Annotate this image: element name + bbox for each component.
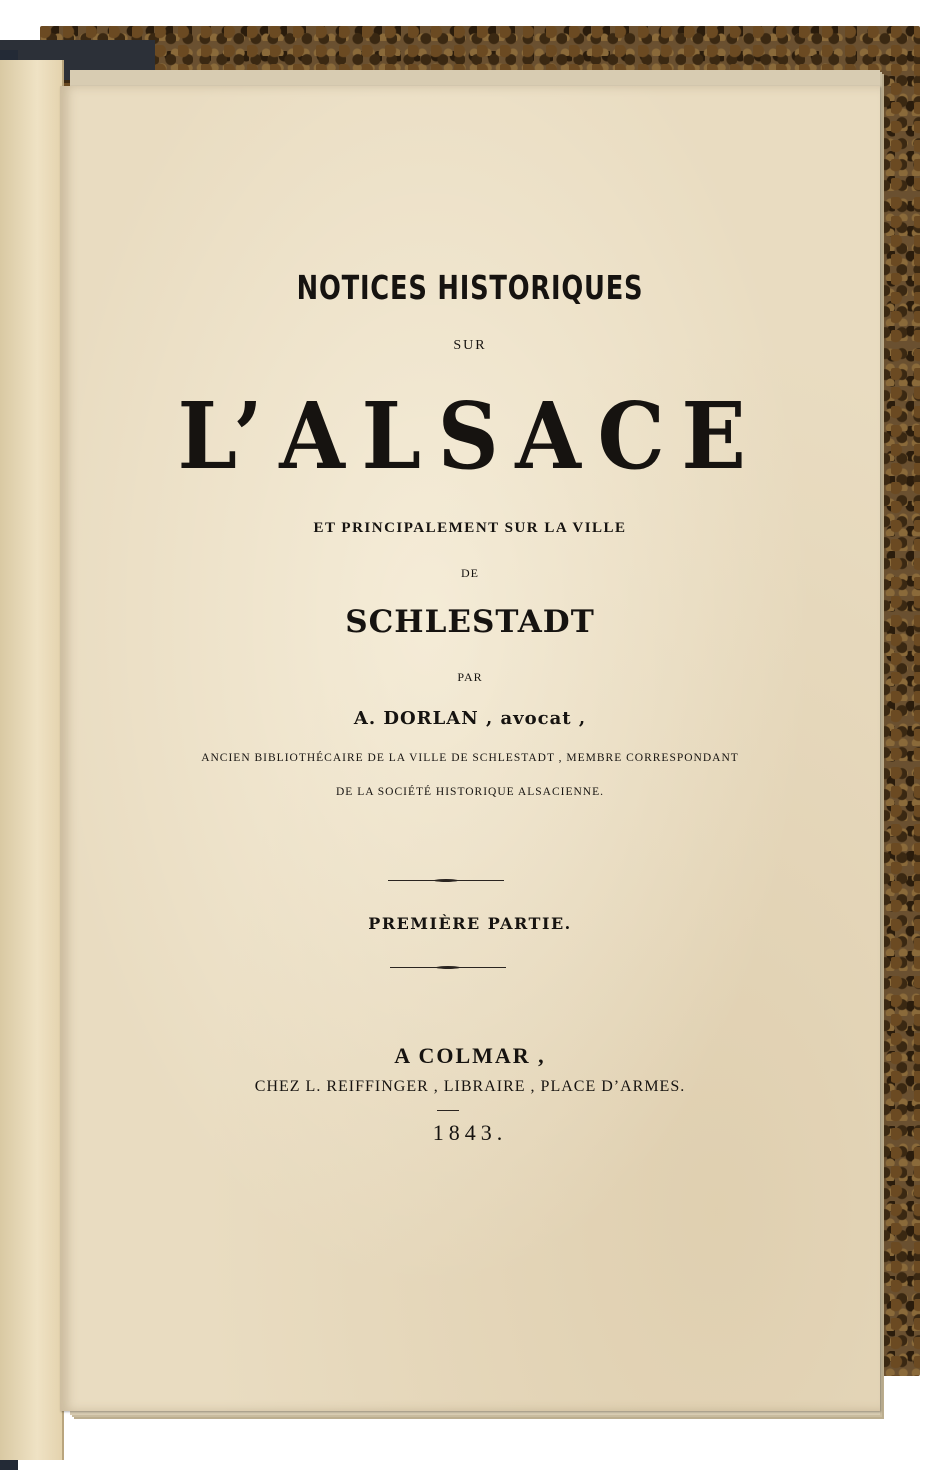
- author-name: A. DORLAN , avocat ,: [353, 708, 587, 729]
- imprint-publisher: CHEZ L. REIFFINGER , LIBRAIRE , PLACE D’ARMES.: [254, 1078, 686, 1095]
- subtitle-line: ET PRINCIPALEMENT SUR LA VILLE: [313, 520, 627, 536]
- part-label: PREMIÈRE PARTIE.: [368, 914, 572, 933]
- city-title: SCHLESTADT: [345, 604, 595, 640]
- author-credentials-2: DE LA SOCIÉTÉ HISTORIQUE ALSACIENNE.: [335, 786, 605, 798]
- title-line-2: SUR: [453, 338, 487, 353]
- left-flyleaf: [0, 60, 64, 1460]
- imprint-city: A COLMAR ,: [394, 1043, 546, 1068]
- author-credentials-1: ANCIEN BIBLIOTHÉCAIRE DE LA VILLE DE SCHLESTADT , MEMBRE CORRESPONDANT: [201, 752, 739, 764]
- imprint-year: 1843.: [432, 1120, 508, 1145]
- title-line-1: NOTICES HISTORIQUES: [296, 268, 644, 307]
- subtitle-de: DE: [461, 566, 479, 580]
- main-title: L’ALSACE: [177, 382, 763, 490]
- imprint-rule: [437, 1110, 459, 1111]
- ornamental-rule-bottom: [390, 966, 506, 970]
- par-label: PAR: [457, 670, 483, 684]
- ornamental-rule-top: [388, 879, 504, 883]
